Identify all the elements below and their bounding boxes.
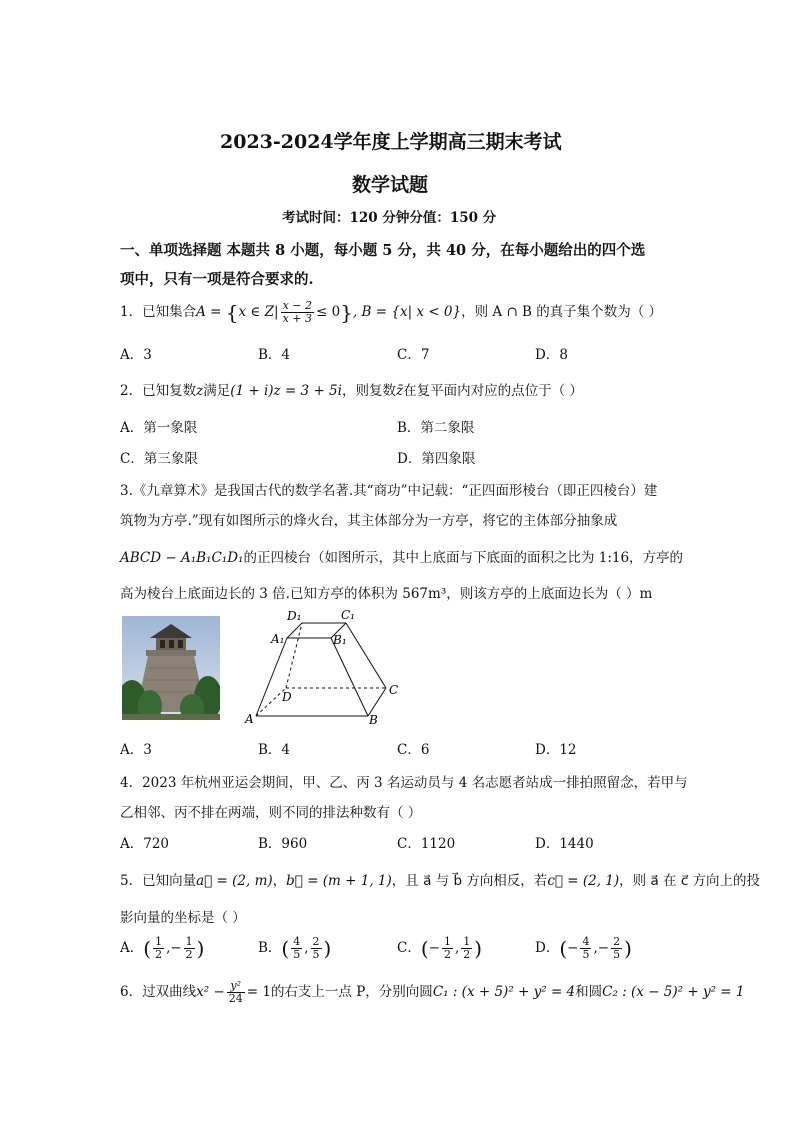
q2-z: z: [196, 383, 204, 399]
q5-sep: ，: [272, 873, 287, 889]
q1-frac-num: x − 2: [282, 299, 313, 312]
q5-a-rparen: ): [196, 936, 205, 961]
q4-option-c[interactable]: C．1120: [397, 836, 456, 852]
label-C: C: [389, 683, 399, 697]
q5-b-d2: 5: [312, 948, 320, 961]
q3-frustum-name: ABCD − A₁B₁C₁D₁: [120, 550, 244, 566]
q6-circle1: C₁ : (x + 5)² + y² = 4: [432, 984, 576, 1000]
label-C1: C₁: [341, 608, 355, 622]
q6-and: 和圆: [575, 984, 603, 1000]
q4-option-b[interactable]: B．960: [258, 836, 308, 852]
q5-option-a[interactable]: A．( $\frac{1}{2}$ ,− $\frac{1}{2}$ ): [120, 935, 205, 961]
q1-set-open: x ∈ Z|: [238, 304, 279, 320]
edge-BC: [368, 688, 386, 716]
label-D: D: [282, 690, 292, 704]
q5-prefix: 5．已知向量: [120, 873, 197, 889]
q5-option-d[interactable]: D．(− $\frac{4}{5}$ ,− $\frac{2}{5}$ ): [535, 935, 632, 961]
q1-A-lhs: A =: [196, 304, 226, 320]
q5-d-d1: 5: [582, 948, 590, 961]
q5-d-d2: 5: [613, 948, 621, 961]
q1-option-b[interactable]: B．4: [258, 347, 291, 363]
q5-c-lparen: (: [420, 936, 429, 961]
q5-a-n1: 1: [155, 935, 163, 948]
q5-b-lparen: (: [281, 936, 290, 961]
q5-a-n2: 1: [185, 935, 193, 948]
q3-option-d[interactable]: D．12: [535, 742, 577, 758]
q5-b-frac2: [311, 936, 322, 961]
q5-c-rparen: ): [474, 936, 483, 961]
q3-line1: 3.《九章算术》是我国古代的数学名著.其“商功”中记载：“正四面形棱台（即正四棱台）建: [120, 483, 658, 499]
q5-d-s2: −: [597, 940, 610, 956]
q2-option-b[interactable]: B．第二象限: [397, 420, 475, 436]
label-D1: D₁: [287, 609, 302, 623]
q5-b-n1: 4: [293, 935, 301, 948]
label-B1: B₁: [333, 633, 347, 647]
q5-a-frac1: [153, 936, 164, 961]
q2-mid: 满足: [203, 383, 231, 399]
q5-a-d1: 2: [155, 948, 163, 961]
q4-line2: 乙相邻、丙不排在两端，则不同的排法种数有（ ）: [120, 805, 422, 821]
q6-hyper-num: y²: [227, 980, 245, 993]
q5-d-n2: 2: [613, 935, 621, 948]
q5-c-n2: 1: [463, 935, 471, 948]
q5-d-n1: 4: [582, 935, 590, 948]
q6-circle2: C₂ : (x − 5)² + y² = 1: [602, 984, 745, 1000]
q1-B-part: , B = {x| x < 0}: [352, 304, 462, 320]
q3-option-c[interactable]: C．6: [397, 742, 430, 758]
q3-option-a[interactable]: A．3: [120, 742, 152, 758]
q5-line1: [120, 869, 760, 889]
question-1: [120, 300, 662, 325]
q1-suffix: ，则 A ∩ B 的真子集个数为（ ）: [461, 304, 663, 320]
q5-a-s2: −: [170, 940, 182, 956]
q5-d-label: D．: [535, 940, 560, 956]
q5-a-d2: 2: [185, 948, 193, 961]
q5-a-lparen: (: [143, 936, 152, 961]
question-6: [120, 980, 745, 1005]
q1-fraction: [281, 300, 314, 325]
q1-frac-den: x + 3: [282, 312, 313, 325]
beacon-tower-photo: [122, 616, 220, 720]
q5-c-frac1: [442, 936, 453, 961]
q5-line2: 影向量的坐标是（ ）: [120, 910, 246, 926]
q2-option-a[interactable]: A．第一象限: [120, 420, 198, 436]
q6-hyper-frac: [227, 980, 245, 1005]
q5-vec-a: a⃗ = (2, m): [196, 873, 273, 889]
q5-c-frac2: [461, 936, 472, 961]
section-heading-line1: 一、单项选择题 本题共 8 小题，每小题 5 分，共 40 分，在每小题给出的四个选: [120, 242, 646, 259]
q3-line3-text: 的正四棱台（如图所示，其中上底面与下底面的面积之比为 1:16，方亭的: [243, 550, 684, 566]
q6-hyper-den: 24: [228, 992, 243, 1005]
q3-option-b[interactable]: B．4: [258, 742, 291, 758]
q4-option-a[interactable]: A．720: [120, 836, 170, 852]
q5-a-label: A．: [120, 940, 144, 956]
q3-line4: 高为棱台上底面边长的 3 倍.已知方亭的体积为 567m³，则该方亭的上底面边长为（ ）m: [120, 586, 653, 602]
label-A1: A₁: [271, 632, 285, 646]
q2-suffix: ，则复数: [341, 383, 396, 399]
q1-prefix: 1．已知集合: [120, 304, 197, 320]
q5-c-label: C．: [397, 940, 421, 956]
q5-d-frac1: [580, 936, 591, 961]
q5-b-rparen: ): [323, 936, 332, 961]
q5-a-frac2: [184, 936, 195, 961]
q5-vec-b: b⃗ = (m + 1, 1): [286, 873, 392, 889]
q4-option-d[interactable]: D．1440: [535, 836, 594, 852]
q5-mid: ，且 a⃗ 与 b⃗ 方向相反，若: [391, 873, 548, 889]
q5-vec-c: c⃗ = (2, 1): [547, 873, 620, 889]
q5-d-s1: −: [567, 940, 579, 956]
frustum-diagram: [238, 606, 408, 728]
q5-d-frac2: [611, 936, 622, 961]
exam-title: 2023-2024学年度上学期高三期末考试: [220, 131, 562, 153]
q5-b-n2: 2: [312, 935, 320, 948]
q5-b-frac1: [291, 936, 302, 961]
edge-A1D1: [287, 623, 302, 638]
q5-d-lparen: (: [559, 936, 568, 961]
exam-info: 考试时间：120 分钟分值：150 分: [282, 210, 497, 226]
q6-hyper-b: = 1: [246, 984, 271, 1000]
q2-suffix2: 在复平面内对应的点位于（ ）: [403, 383, 583, 399]
section-heading-line2: 项中，只有一项是符合要求的.: [120, 271, 314, 288]
q3-line2: 筑物为方亭.”现有如图所示的烽火台，其主体部分为一方亭，将它的主体部分抽象成: [120, 513, 618, 529]
q1-brace-open: {: [225, 300, 239, 325]
q5-c-s1: −: [428, 940, 440, 956]
q6-prefix: 6．过双曲线: [120, 984, 197, 1000]
edge-CC1: [346, 623, 386, 688]
q5-c-d2: 2: [463, 948, 471, 961]
q1-option-d[interactable]: D．8: [535, 347, 568, 363]
q4-line1: 4．2023 年杭州亚运会期间，甲、乙、丙 3 名运动员与 4 名志愿者站成一排拍照留念，若甲与: [120, 775, 688, 791]
q1-option-a[interactable]: A．3: [120, 347, 152, 363]
exam-subtitle: 数学试题: [352, 174, 429, 196]
q6-hyper-a: x² −: [196, 984, 225, 1000]
q5-b-d1: 5: [293, 948, 301, 961]
q5-suffix: ，则 a⃗ 在 c⃗ 方向上的投: [619, 873, 761, 889]
q5-option-b[interactable]: B．( $\frac{4}{5}$ , $\frac{2}{5}$ ): [258, 935, 332, 961]
question-2: [120, 379, 583, 399]
label-B: B: [369, 713, 378, 727]
q3-line3: [120, 546, 683, 566]
label-A: A: [245, 712, 254, 726]
edge-DD1: [286, 623, 302, 688]
edge-AA1: [256, 638, 287, 716]
q1-option-c[interactable]: C．7: [397, 347, 430, 363]
q5-b-label: B．: [258, 940, 282, 956]
q5-option-c[interactable]: C．(− $\frac{1}{2}$ , $\frac{1}{2}$ ): [397, 935, 483, 961]
q5-c-d1: 2: [443, 948, 451, 961]
q2-prefix: 2．已知复数: [120, 383, 197, 399]
q2-zbar: z̄: [395, 383, 404, 399]
q1-le-zero: ≤ 0: [316, 304, 341, 320]
q2-equation: (1 + i)z = 3 + 5i: [230, 383, 342, 399]
q1-brace-close: }: [340, 300, 353, 325]
q5-d-rparen: ): [624, 936, 632, 961]
q6-mid: 的右支上一点 P，分别向圆: [270, 984, 433, 1000]
q5-c-n1: 1: [443, 935, 451, 948]
q2-option-c[interactable]: C．第三象限: [120, 451, 198, 467]
q2-option-d[interactable]: D．第四象限: [397, 451, 476, 467]
